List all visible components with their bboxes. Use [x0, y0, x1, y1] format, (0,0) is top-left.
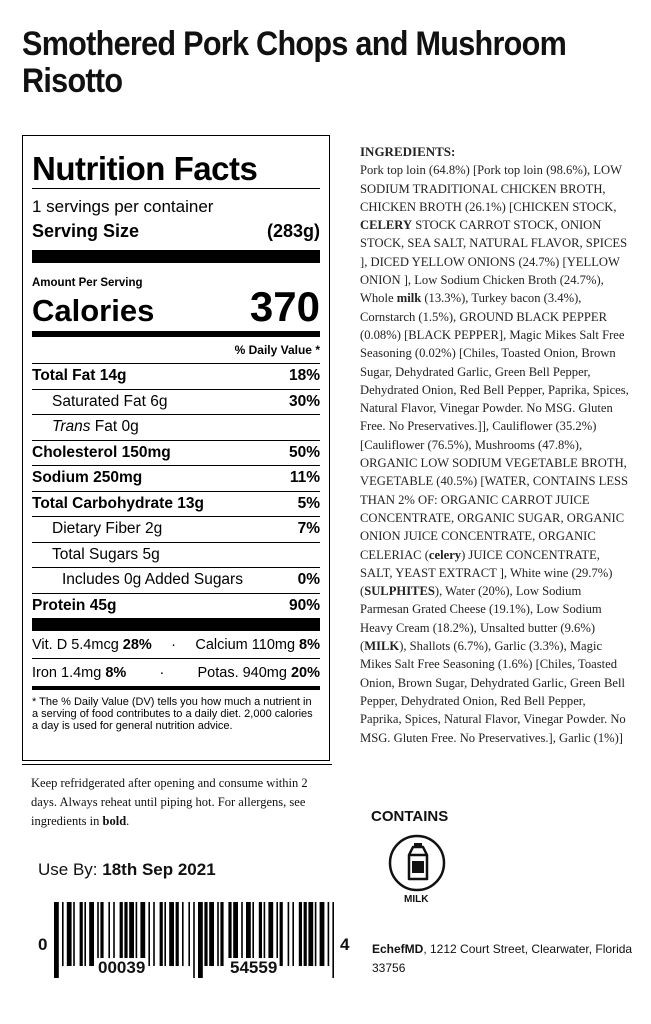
- nutrient-label: Cholesterol: [32, 443, 118, 461]
- storage-text: Keep refridgerated after opening and consume within 2 days. Always reheat until piping hot. For allergens, see ingredients in: [31, 776, 308, 828]
- barcode-bar: [233, 902, 238, 966]
- nutrient-amount: 14g: [99, 367, 127, 385]
- nutrition-facts-panel: [22, 135, 330, 761]
- barcode-bar: [304, 902, 307, 966]
- amount-per-serving: Amount Per Serving: [32, 277, 143, 289]
- barcode-lead-digit: 0: [38, 935, 48, 954]
- ingredients: [360, 143, 630, 747]
- vitamin-amount: 110mg: [251, 636, 296, 653]
- barcode-bar: [220, 902, 223, 966]
- allergen-highlight: SULPHITES: [364, 584, 435, 599]
- barcode-bar: [288, 902, 290, 966]
- separator-dot: ·: [171, 636, 177, 653]
- nutrient-label: Total Sugars: [52, 545, 139, 563]
- nutrient-dv: 90%: [288, 596, 320, 614]
- barcode-bar: [280, 902, 283, 966]
- barcode-bar: [153, 902, 155, 966]
- nutrient-row-cholesterol: [32, 440, 320, 466]
- use-by-label: Use By:: [38, 860, 98, 879]
- vitamin-dv: 28%: [122, 636, 152, 653]
- nutrient-label: Total Carbohydrate: [32, 494, 173, 512]
- ingredients-fragment: (13.3%), Turkey bacon (3.4%), Cornstarch (1.5%), GROUND BLACK PEPPER (0.08%) [BLACK PEPPER], Magic Mikes Salt Free Seasoning (0.02%) [Chiles, Toasted Onion, Brown Sugar, Dehydrated Garlic, Green Bell Pepper, Dehydrated Onion, Red Bell Pepper, Paprika, Spices, Natural Flavor, Vinegar Powder. No MSG. Gluten Free. No Preservatives.]], Cauliflower (35.2%) [Cauliflower (76.5%), Mushrooms (47.8%), ORGANIC LOW SODIUM VEGETABLE BROTH, VEGETABLE (40.5%) [WATER, CONTAINS LESS THAN 2% OF: ORGANIC CARROT JUICE CONCENTRATE, ORGANIC SUGAR, ORGANIC ONION JUICE CONCENTRATE, ORGANIC CELERIAC (: [360, 291, 629, 562]
- barcode-bar: [176, 902, 179, 966]
- barcode-bar: [164, 902, 166, 966]
- allergen-highlight: MILK: [364, 639, 400, 654]
- company-address: , 1212 Court Street, Clearwater, Florida 33756: [372, 942, 633, 975]
- nutrient-label: Trans: [52, 418, 91, 436]
- barcode-bar: [182, 902, 184, 966]
- nutrient-amount: 13g: [177, 494, 204, 512]
- divider: [32, 686, 320, 690]
- barcode-bar: [241, 902, 243, 966]
- company-info: [372, 940, 651, 978]
- allergen-highlight: milk: [396, 291, 422, 306]
- nutrient-amount: Fat 0g: [94, 418, 139, 436]
- use-by: [38, 860, 216, 880]
- barcode-bar: [204, 902, 207, 966]
- ingredients-fragment: STOCK CARROT STOCK, ONION STOCK, SEA SALT, NATURAL FLAVOR, SPICES ], DICED YELLOW ONIONS (24.7%) [YELLOW ONION ], Low Sodium Chicken Broth (24.7%), Whole: [360, 218, 628, 306]
- vitamin-row: [32, 659, 320, 686]
- barcode-bar: [264, 902, 266, 966]
- nutrient-dv: 18%: [288, 367, 320, 385]
- vitamin-label: Vit. D: [32, 636, 68, 653]
- barcode-group-1: 00039: [98, 958, 146, 977]
- barcode-bar: [160, 902, 163, 966]
- vitamin-amount: 5.4mcg: [71, 636, 119, 653]
- nutrient-label: Total Fat: [32, 367, 96, 385]
- barcode-bar: [198, 902, 203, 978]
- barcode-group-2: 54559: [230, 958, 278, 977]
- barcode-bar: [315, 902, 317, 966]
- nutrient-label: Saturated Fat: [52, 392, 146, 410]
- barcode-bar: [276, 902, 278, 966]
- use-by-date: 18th Sep 2021: [102, 860, 216, 879]
- barcode-bar: [246, 902, 251, 966]
- barcode-bar: [259, 902, 262, 966]
- calories-value: 370: [249, 283, 320, 330]
- servings-per-container: 1 servings per container: [32, 197, 214, 216]
- nutrient-label: Dietary Fiber: [52, 520, 141, 538]
- nutrient-label: Includes 0g Added Sugars: [62, 571, 243, 589]
- serving-size-label: Serving Size: [32, 221, 140, 241]
- nutrient-row-total-carbohydrate: [32, 491, 320, 517]
- nutrient-row-trans-fat: [32, 414, 320, 440]
- barcode-bar: [129, 902, 134, 966]
- barcode-bar: [268, 902, 273, 966]
- nutrient-dv: 0%: [297, 571, 320, 589]
- barcode-bar: [148, 902, 150, 966]
- serving-size-value: (283g): [266, 221, 320, 241]
- nutrient-amount: 5g: [142, 545, 160, 563]
- barcode-bars: [38, 902, 350, 982]
- divider: [32, 618, 320, 631]
- allergen-highlight: CELERY: [360, 218, 413, 233]
- barcode-bar: [73, 902, 75, 966]
- daily-value-header: % Daily Value *: [234, 343, 320, 357]
- barcode-bar: [100, 902, 103, 966]
- allergen-milk-label: MILK: [404, 894, 429, 905]
- ingredients-fragment: Pork top loin (64.8%) [Pork top loin (98.6%), LOW SODIUM TRADITIONAL CHICKEN BROTH, CHICKEN BROTH (26.1%) [CHICKEN STOCK,: [360, 163, 622, 214]
- barcode-bar: [332, 902, 334, 978]
- calories-row: [32, 283, 320, 331]
- barcode-bar: [113, 902, 115, 966]
- barcode-bar: [89, 902, 94, 966]
- divider: [22, 764, 332, 765]
- vitamin-label: Potas.: [197, 664, 239, 681]
- nutrient-label: Sodium: [32, 469, 89, 487]
- nutrient-row-dietary-fiber: [32, 516, 320, 542]
- barcode-bar: [320, 902, 325, 966]
- allergen-highlight: celery: [428, 547, 462, 562]
- separator-dot: ·: [159, 664, 165, 681]
- barcode-bar: [140, 902, 145, 966]
- barcode-bar: [97, 902, 99, 966]
- vitamin-dv: 8%: [299, 636, 320, 653]
- barcode-bar: [193, 902, 195, 978]
- nutrient-dv: 50%: [288, 443, 320, 461]
- barcode-trail-digit: 4: [340, 935, 350, 954]
- allergens-heading: CONTAINS: [371, 808, 449, 825]
- barcode-bar: [84, 902, 86, 966]
- nutrient-amount: 6g: [150, 392, 168, 410]
- barcode-bar: [120, 902, 123, 966]
- barcode-bar: [124, 902, 127, 966]
- serving-size-row: [32, 221, 320, 242]
- vitamin-label: Iron: [32, 664, 57, 681]
- nutrient-amount: 45g: [89, 596, 117, 614]
- barcode-bar: [62, 902, 64, 966]
- ingredients-fragment: ), Water (20%), Low Sodium Parmesan Grated Cheese (19.1%), Low Sodium Heavy Cream (18.2%), Unsalted butter (9.6%) (: [360, 584, 602, 654]
- barcode-bar: [136, 902, 138, 966]
- barcode-bar: [67, 902, 72, 966]
- nutrient-row-added-sugars: [32, 567, 320, 593]
- company-name: EchefMD: [372, 942, 424, 956]
- barcode-bar: [54, 902, 59, 978]
- nutrient-amount: 150mg: [121, 443, 171, 461]
- vitamin-amount: 940mg: [242, 664, 287, 681]
- barcode-bar: [209, 902, 214, 966]
- calories-label: Calories: [32, 293, 155, 328]
- nutrient-row-protein: [32, 593, 320, 619]
- barcode-bar: [188, 902, 190, 966]
- vitamin-amount: 1.4mg: [61, 664, 102, 681]
- nutrient-amount: 250mg: [93, 469, 143, 487]
- milk-carton-icon: [387, 833, 447, 893]
- barcode-bar: [169, 902, 174, 966]
- ingredients-fragment: ), Shallots (6.7%), Garlic (3.3%), Magic Mikes Salt Free Seasoning (1.6%) [Chiles, Toasted Onion, Brown Sugar, Dehydrated Garlic, Green Bell Pepper, Dehydrated Onion, Red Bell Pepper, Paprika, Spices, Natural Flavor, Vinegar Powder. No MSG. Gluten Free. No Preservatives.], Garlic (1%)]: [360, 639, 626, 745]
- product-title: Smothered Pork Chops and Mushroom Risotto: [22, 25, 567, 100]
- vitamin-dv: 20%: [290, 664, 320, 681]
- vitamin-row: [32, 631, 320, 658]
- nutrient-row-sodium: [32, 465, 320, 491]
- vitamin-label: Calcium: [195, 636, 248, 653]
- daily-value-footnote: * The % Daily Value (DV) tells you how much a nutrient in a serving of food contributes to a daily diet. 2,000 calories a day is used for general nutrition advice.: [32, 696, 313, 732]
- nutrient-dv: 11%: [289, 469, 320, 487]
- nutrient-dv: 30%: [288, 392, 320, 410]
- barcode-bar: [299, 902, 302, 966]
- ingredients-text: [360, 161, 630, 747]
- nutrient-amount: 2g: [145, 520, 163, 538]
- nutrient-row-total-fat: [32, 363, 320, 389]
- storage-end: .: [126, 814, 130, 828]
- barcode-bar: [252, 902, 254, 966]
- barcode-bar: [328, 902, 330, 966]
- barcode-bar: [80, 902, 83, 966]
- storage-instructions: [31, 774, 326, 831]
- ingredients-title: INGREDIENTS:: [360, 144, 456, 159]
- nutrient-row-total-sugars: [32, 542, 320, 568]
- barcode-bar: [108, 902, 110, 966]
- divider: [32, 250, 320, 263]
- divider: [32, 188, 320, 189]
- ingredients-fragment: ) JUICE CONCENTRATE, SALT, YEAST EXTRACT ], White wine (29.7%) (: [360, 547, 613, 599]
- nutrient-label: Protein: [32, 596, 86, 614]
- vitamin-dv: 8%: [105, 664, 127, 681]
- barcode-bar: [217, 902, 219, 966]
- barcode-bar: [228, 902, 231, 966]
- barcode-bar: [308, 902, 313, 966]
- nutrient-row-saturated-fat: [32, 389, 320, 415]
- barcode: [38, 902, 350, 982]
- nutrient-dv: 7%: [297, 520, 320, 538]
- storage-bold-word: bold: [102, 814, 127, 828]
- nutrition-facts-heading: Nutrition Facts: [32, 150, 258, 187]
- nutrient-dv: 5%: [297, 494, 320, 512]
- barcode-bar: [292, 902, 294, 966]
